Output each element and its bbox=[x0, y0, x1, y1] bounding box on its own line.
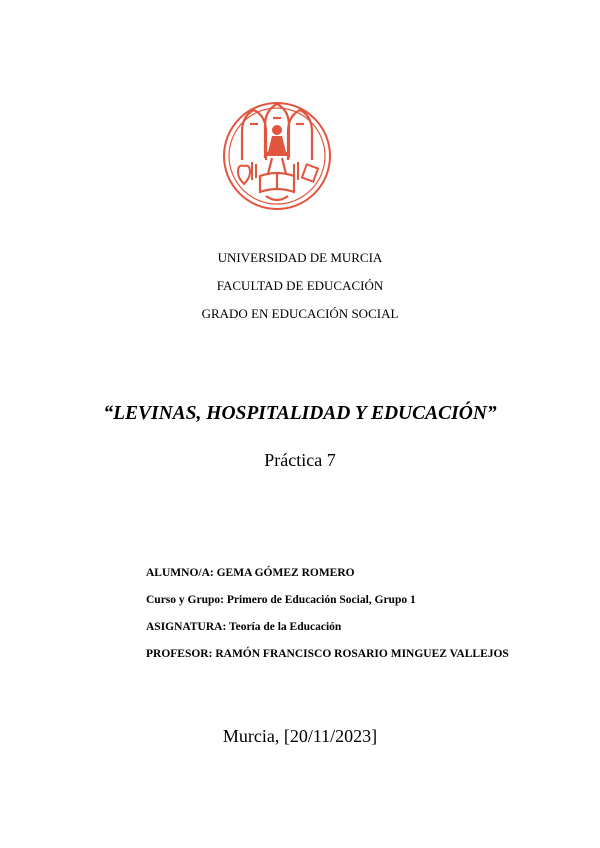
university-seal-icon bbox=[222, 100, 332, 212]
detail-row-subject bbox=[146, 620, 509, 647]
degree-name: GRADO EN EDUCACIÓN SOCIAL bbox=[201, 306, 399, 321]
details-block bbox=[146, 566, 509, 674]
detail-row-student bbox=[146, 566, 509, 593]
detail-label: PROFESOR: bbox=[146, 648, 213, 660]
document-date: Murcia, [20/11/2023] bbox=[222, 726, 378, 746]
detail-label: Curso y Grupo: bbox=[146, 594, 224, 606]
university-name: UNIVERSIDAD DE MURCIA bbox=[217, 250, 383, 265]
document-title: “LEVINAS, HOSPITALIDAD Y EDUCACIÓN” bbox=[103, 403, 497, 424]
faculty-name: FACULTAD DE EDUCACIÓN bbox=[216, 278, 384, 293]
detail-row-course bbox=[146, 593, 509, 620]
document-subtitle: Práctica 7 bbox=[264, 450, 336, 470]
detail-value: GEMA GÓMEZ ROMERO bbox=[216, 567, 355, 579]
detail-value: Teoría de la Educación bbox=[228, 621, 342, 633]
detail-row-professor bbox=[146, 647, 509, 674]
detail-value: RAMÓN FRANCISCO ROSARIO MINGUEZ VALLEJOS bbox=[215, 648, 509, 660]
detail-value: Primero de Educación Social, Grupo 1 bbox=[226, 594, 416, 606]
detail-label: ASIGNATURA: bbox=[146, 621, 227, 633]
detail-label: ALUMNO/A: bbox=[146, 567, 214, 579]
